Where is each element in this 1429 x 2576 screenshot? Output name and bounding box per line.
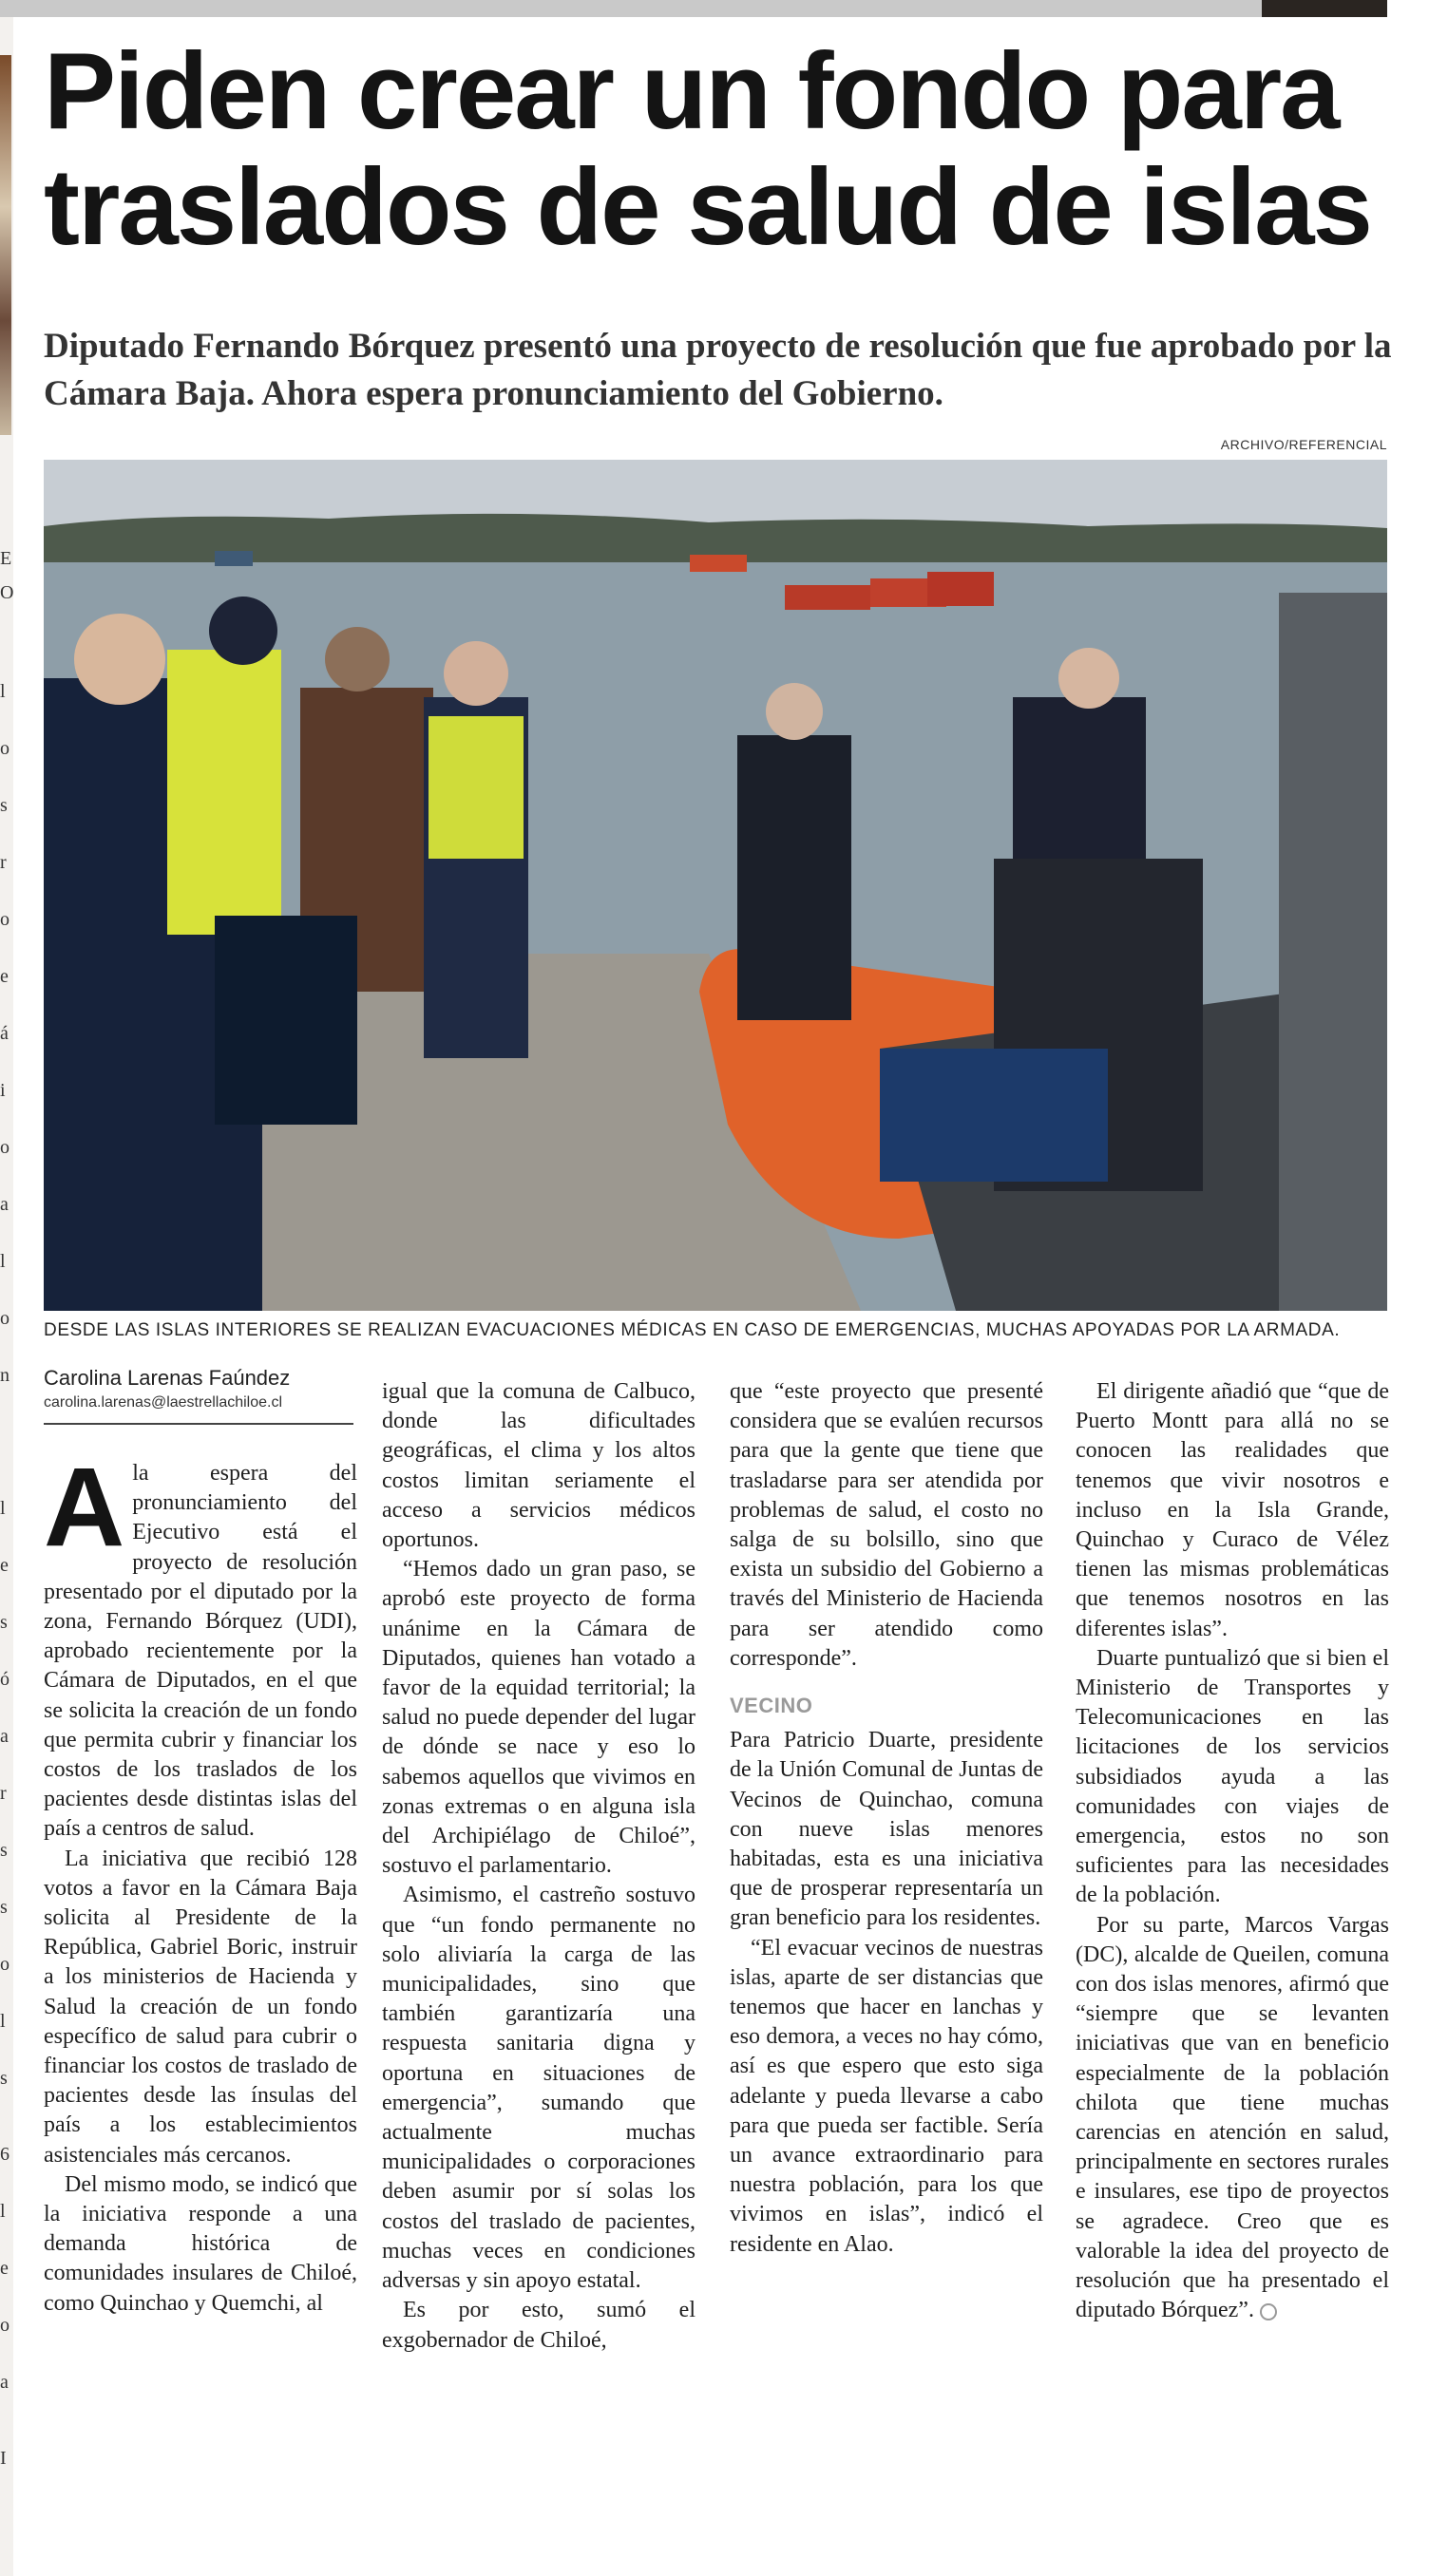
author-name: Carolina Larenas Faúndez xyxy=(44,1366,291,1390)
section-heading: VECINO xyxy=(730,1694,813,1718)
article-photo xyxy=(44,460,1387,1311)
edge-letter: o xyxy=(0,1308,10,1329)
edge-letter: o xyxy=(0,909,10,930)
paragraph: Duarte puntualizó que si bien el Ministerio de Transportes y Telecomunicaciones en las licitaciones de los servicios subsidiados ayuda a las comunidades con viajes de emergencia, estos no son suficientes para las necesidades de la población. xyxy=(1076,1645,1389,1908)
person-head xyxy=(444,641,508,706)
person-head xyxy=(325,627,390,691)
edge-letter: l xyxy=(0,1498,6,1519)
edge-letter: i xyxy=(0,1080,6,1101)
column-4 xyxy=(1076,1377,1389,2326)
distant-boat xyxy=(215,551,253,566)
fishing-boat xyxy=(785,585,870,610)
adjacent-page-edge xyxy=(0,17,13,2576)
paragraph-text: Por su parte, Marcos Vargas (DC), alcalde de Queilen, comuna con dos islas menores, afirmó que “siempre que se levanten iniciativas que van en beneficio especialmente de la población chilota que tiene muchas carencias en atención en salud, principalmente en sectores rurales e insulares, ese tipo de proyectos se agradece. Creo que es valorable la idea del proyecto de resolución que ha presentado el diputado Bórquez”. xyxy=(1076,1912,1389,2323)
byline xyxy=(44,1366,357,1411)
paragraph: Del mismo modo, se indicó que la iniciativa responde a una demanda histórica de comunidades insulares de Chiloé, como Quinchao y Quemchi, al xyxy=(44,2171,357,2316)
person-jeans xyxy=(880,1049,1108,1182)
edge-letter: O xyxy=(0,582,14,603)
edge-letter: o xyxy=(0,1137,10,1158)
paragraph: El dirigente añadió que “que de Puerto Montt para allá no se conocen las realidades que tenemos que vivir nosotros e incluso en la Isla Grande, Quinchao y Curaco de Vélez tienen las mismas problemáticas que tenemos nosotros en las diferentes islas”. xyxy=(1076,1379,1389,1641)
distant-boat xyxy=(690,555,747,572)
headline-line-1: Piden crear un fondo para xyxy=(44,31,1339,152)
edge-letter: E xyxy=(0,548,12,569)
edge-letter: s xyxy=(0,795,8,816)
person-yellow-vest xyxy=(429,716,524,859)
paragraph: que “este proyecto que presenté considera que se evalúen recursos para que la gente que tiene que trasladarse para ser atendida por problemas de salud, el costo no salga de su bolsillo, sino que exista un subsidio del Gobierno a través del Ministerio de Hacienda para ser atendido como corresponde”. xyxy=(730,1379,1043,1671)
person-head xyxy=(766,683,823,740)
paragraph: Es por esto, sumó el exgobernador de Chiloé, xyxy=(382,2298,695,2353)
edge-letter: s xyxy=(0,1840,8,1861)
edge-letter: l xyxy=(0,681,6,702)
person-navy-boat xyxy=(737,735,851,1020)
edge-letter: r xyxy=(0,1783,7,1804)
edge-letter: 6 xyxy=(0,2144,10,2165)
paragraph xyxy=(1076,1911,1389,2326)
paragraph: Para Patricio Duarte, presidente de la Unión Comunal de Juntas de Vecinos de Quinchao, comuna con nueve islas menores habitadas, esta es una iniciativa que de prosperar representaría un gran beneficio para los residentes. xyxy=(730,1728,1043,1931)
fishing-boat xyxy=(927,572,994,606)
headline xyxy=(44,31,1393,268)
edge-letter: l xyxy=(0,2011,6,2032)
photo-caption: DESDE LAS ISLAS INTERIORES SE REALIZAN EVACUACIONES MÉDICAS EN CASO DE EMERGENCIAS, MUCHAS APOYADAS POR LA ARMADA. xyxy=(44,1320,1341,1340)
paragraph-text: la espera del pronunciamiento del Ejecutivo está el proyecto de resolución presentado por el diputado por la zona, Fernando Bórquez (UDI), aprobado recientemente por la Cámara de Diputados, en el que se solicita la creación de un fondo que permita cubrir y financiar los costos de los traslados de los pacientes desde distintas islas del país a centros de salud. xyxy=(44,1461,357,1842)
edge-letter: a xyxy=(0,1194,9,1215)
edge-letter: s xyxy=(0,1897,8,1918)
edge-letter: o xyxy=(0,2315,10,2336)
paragraph xyxy=(44,1445,357,1845)
edge-letter: s xyxy=(0,1612,8,1633)
column-3 xyxy=(730,1377,1043,2260)
deck-subtitle: Diputado Fernando Bórquez presentó una proyecto de resolución que fue aprobado por la Cámara Baja. Ahora espera pronunciamiento del Gobierno. xyxy=(44,327,1392,413)
backpack xyxy=(215,916,357,1125)
end-of-article-icon xyxy=(1260,2303,1277,2320)
edge-letter: ó xyxy=(0,1669,10,1690)
edge-letter: n xyxy=(0,1365,10,1386)
adjacent-photo-fragment xyxy=(0,55,11,435)
edge-letter: a xyxy=(0,2372,9,2393)
column-2 xyxy=(382,1377,695,2356)
paragraph: “Hemos dado un gran paso, se aprobó este proyecto de forma unánime en la Cámara de Diputados, quienes han votado a favor de la equidad territorial; la salud no puede depender del lugar de dónde se nace y eso lo sabemos aquellos que vivimos en zonas extremas o en alguna isla del Archipiélago de Chiloé”, sostuvo el parlamentario. xyxy=(382,1557,695,1879)
paragraph: La iniciativa que recibió 128 votos a favor en la Cámara Baja solicita al Presidente de la República, Gabriel Boric, instruir a los ministerios de Hacienda y Salud la creación de un fondo específico de salud para cubrir o financiar los costos de traslado de pacientes desde las ínsulas del país a los establecimientos asistenciales más cercanos. xyxy=(44,1846,357,2168)
paragraph: Asimismo, el castreño sostuvo que “un fondo permanente no solo aliviaría la carga de las municipalidades, sino que también garantizaría una respuesta sanitaria digna y oportuna en situaciones de emergencia”, sumando que actualmente muchas municipalidades o corporaciones deben asumir por sí solas los costos del traslado de pacientes, muchas veces en condiciones adversas y sin apoyo estatal. xyxy=(382,1883,695,2294)
top-tab xyxy=(1262,0,1387,17)
paragraph: igual que la comuna de Calbuco, donde las dificultades geográficas, el clima y los altos costos limitan seriamente el acceso a servicios médicos oportunos. xyxy=(382,1379,695,1553)
person-head xyxy=(209,597,277,665)
byline-rule xyxy=(44,1423,353,1425)
edge-letter: e xyxy=(0,1555,9,1576)
column-1 xyxy=(44,1445,357,2319)
edge-letter: l xyxy=(0,2201,6,2222)
person-head xyxy=(1058,648,1119,709)
harbor-evacuation-illustration xyxy=(44,460,1387,1311)
edge-letter: e xyxy=(0,2258,9,2279)
headline-line-2: traslados de salud de islas xyxy=(44,147,1371,268)
top-rule xyxy=(0,0,1387,17)
boat-cabin xyxy=(1279,593,1387,1311)
edge-letter: I xyxy=(0,2448,7,2469)
person-yellow-vest xyxy=(167,650,281,935)
person-head xyxy=(74,614,165,705)
edge-letter: o xyxy=(0,738,10,759)
photo-credit: ARCHIVO/REFERENCIAL xyxy=(1220,437,1387,452)
edge-letter: o xyxy=(0,1954,10,1975)
edge-letter: l xyxy=(0,1251,6,1272)
edge-letter: á xyxy=(0,1023,9,1044)
author-email: carolina.larenas@laestrellachiloe.cl xyxy=(44,1394,283,1411)
drop-cap: A xyxy=(44,1445,125,1570)
edge-letter: r xyxy=(0,852,7,873)
paragraph: “El evacuar vecinos de nuestras islas, aparte de ser distancias que tenemos que hacer en lanchas y eso demora, a veces no hay cómo, así es que espero que esto siga adelante y pueda llevarse a cabo para que pueda ser factible. Sería un avance extraordinario para nuestra población, para los que vivimos en islas”, indicó el residente en Alao. xyxy=(730,1935,1043,2257)
edge-letter: e xyxy=(0,966,9,987)
edge-letter: s xyxy=(0,2068,8,2089)
edge-letter: a xyxy=(0,1726,9,1747)
